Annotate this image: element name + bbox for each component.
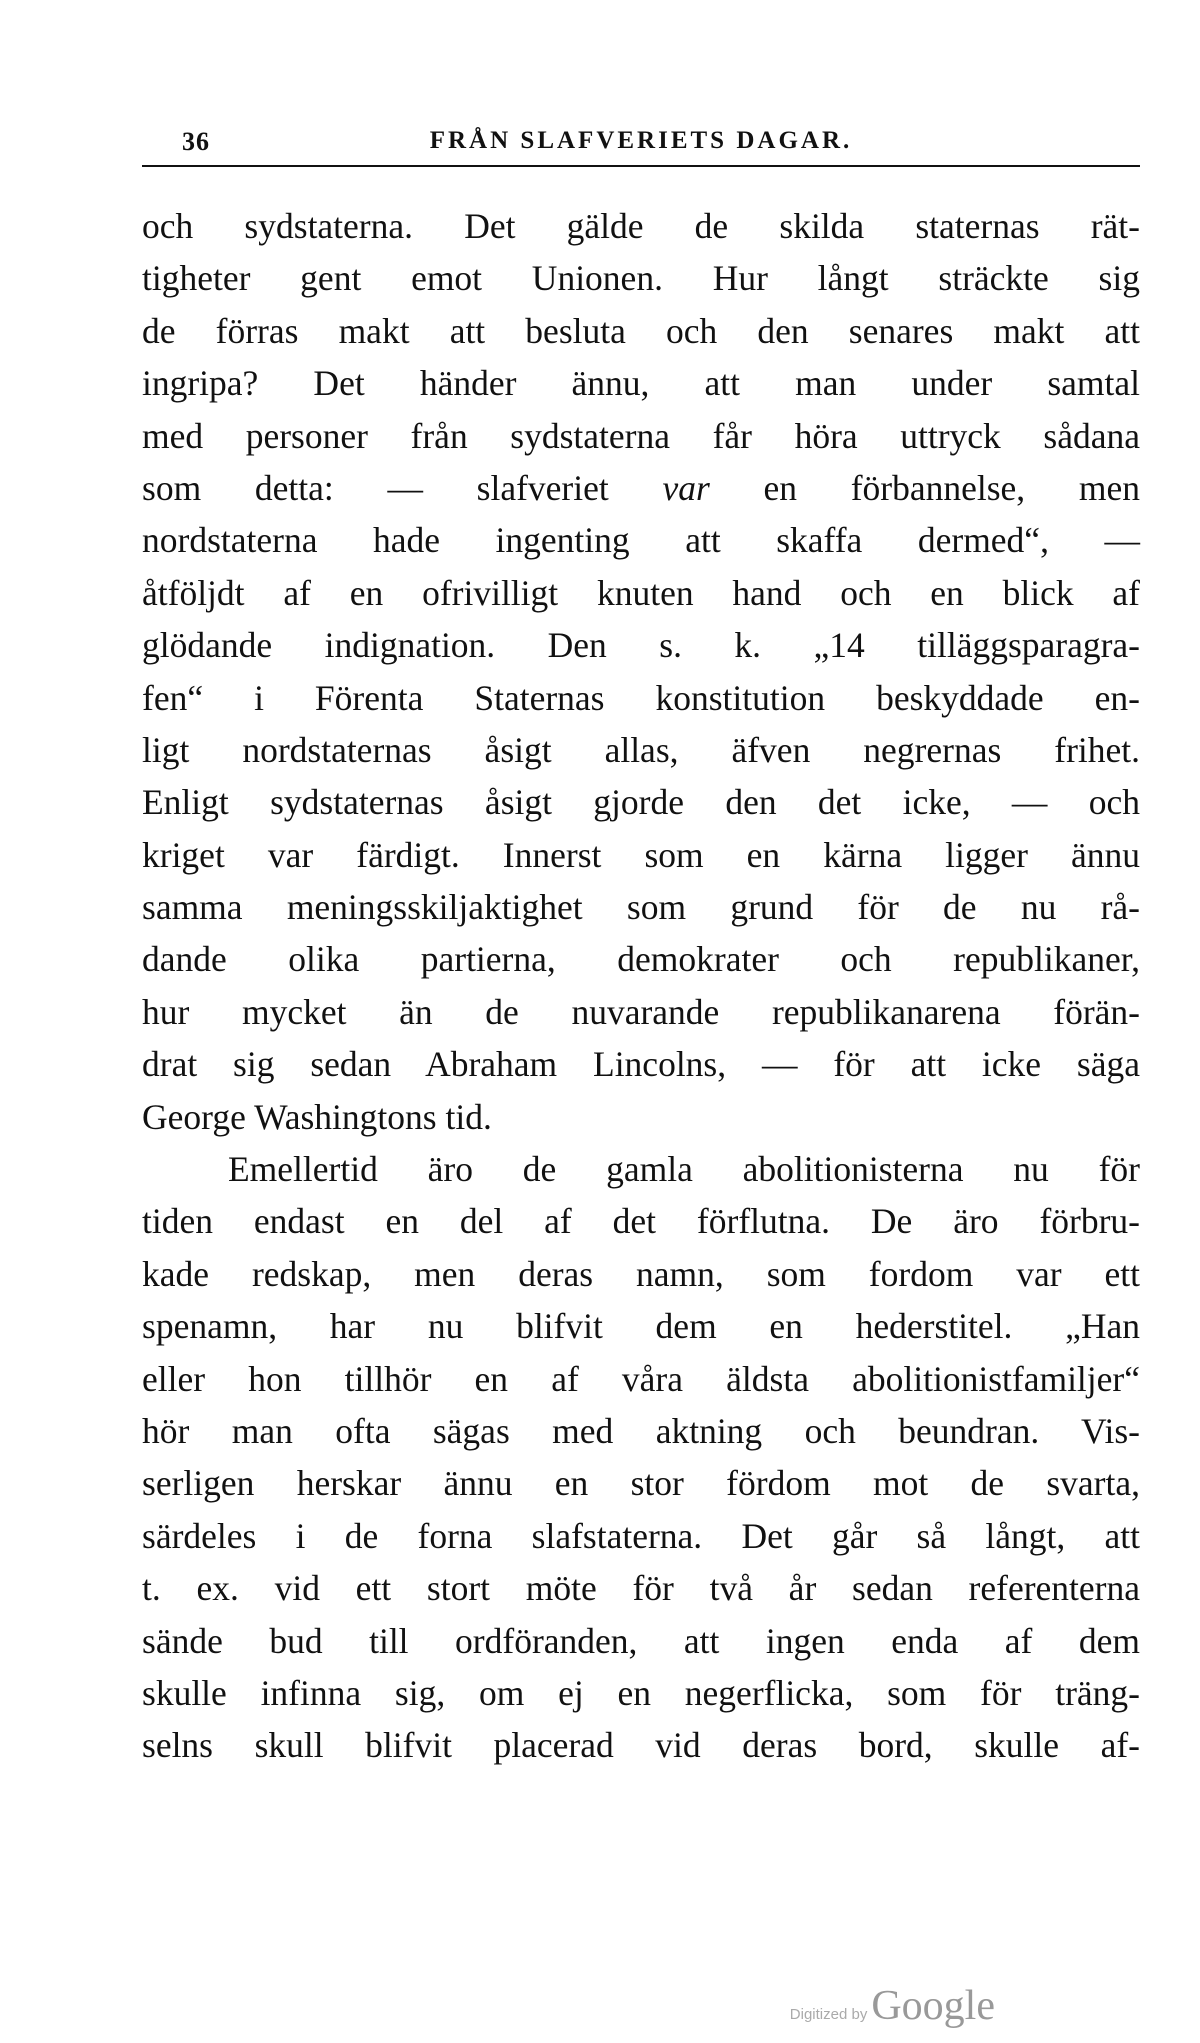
- text-line: glödande indignation. Den s. k. „14 tilläggsparagra-: [142, 625, 1140, 666]
- page-header: [142, 127, 1140, 163]
- text-line: särdeles i de forna slafstaterna. Det går så långt, att: [142, 1515, 1140, 1556]
- text-line: eller hon tillhör en af våra äldsta abolitionistfamiljer“: [142, 1358, 1140, 1399]
- header-rule: [142, 165, 1140, 167]
- text-line: nordstaterna hade ingenting att skaffa dermed“, —: [142, 520, 1140, 561]
- text-line: [142, 462, 1140, 514]
- text-line: sände bud till ordföranden, att ingen enda af dem: [142, 1620, 1140, 1661]
- text-line: och sydstaterna. Det gälde de skilda staternas rät-: [142, 206, 1140, 246]
- text-line: serligen herskar ännu en stor fördom mot de svarta,: [142, 1463, 1140, 1504]
- text-line: selns skull blifvit placerad vid deras bord, skulle af-: [142, 1725, 1140, 1766]
- text-line: Enligt sydstaternas åsigt gjorde den det icke, — och: [142, 782, 1140, 823]
- text-line: ligt nordstaternas åsigt allas, äfven negrernas frihet.: [142, 729, 1140, 770]
- text-line: fen“ i Förenta Staternas konstitution beskyddade en-: [142, 677, 1140, 718]
- text-line: åtföljdt af en ofrivilligt knuten hand och en blick af: [142, 572, 1140, 613]
- google-logo: Google: [871, 1983, 995, 2029]
- text-line: drat sig sedan Abraham Lincolns, — för att icke säga: [142, 1044, 1140, 1085]
- text-line: med personer från sydstaterna får höra uttryck sådana: [142, 415, 1140, 456]
- text-line: kriget var färdigt. Innerst som en kärna ligger ännu: [142, 834, 1140, 875]
- text-line: spenamn, har nu blifvit dem en hederstitel. „Han: [142, 1306, 1140, 1347]
- running-title: FRÅN SLAFVERIETS DAGAR.: [429, 127, 853, 154]
- text-line: ingripa? Det händer ännu, att man under samtal: [142, 363, 1140, 404]
- text-line: hur mycket än de nuvarande republikanarena förän-: [142, 991, 1140, 1032]
- text-line: samma meningsskiljaktighet som grund för de nu rå-: [142, 887, 1140, 928]
- text-run: en förbannelse, men: [709, 467, 1140, 508]
- text-line: kade redskap, men deras namn, som fordom var ett: [142, 1253, 1140, 1294]
- text-line: tigheter gent emot Unionen. Hur långt sträckte sig: [142, 258, 1140, 299]
- page-number: 36: [182, 127, 210, 156]
- text-line: tiden endast en del af det förflutna. De äro förbru-: [142, 1201, 1140, 1242]
- text-line: de förras makt att besluta och den senares makt att: [142, 310, 1140, 351]
- text-run: som detta: — slafveriet: [142, 467, 663, 508]
- text-line: hör man ofta sägas med aktning och beundran. Vis-: [142, 1410, 1140, 1451]
- text-line: Emellertid äro de gamla abolitionisterna nu för: [228, 1149, 1140, 1190]
- italic-emphasis: var: [662, 467, 710, 508]
- watermark-prefix: Digitized by: [789, 2006, 868, 2023]
- body-text: [142, 200, 1140, 1772]
- digitization-watermark: [790, 1982, 995, 2030]
- text-line: t. ex. vid ett stort möte för två år sedan referenterna: [142, 1568, 1140, 1609]
- text-line: George Washingtons tid.: [142, 1096, 492, 1137]
- text-line: skulle infinna sig, om ej en negerflicka, som för träng-: [142, 1672, 1140, 1713]
- text-line: dande olika partierna, demokrater och republikaner,: [142, 939, 1140, 980]
